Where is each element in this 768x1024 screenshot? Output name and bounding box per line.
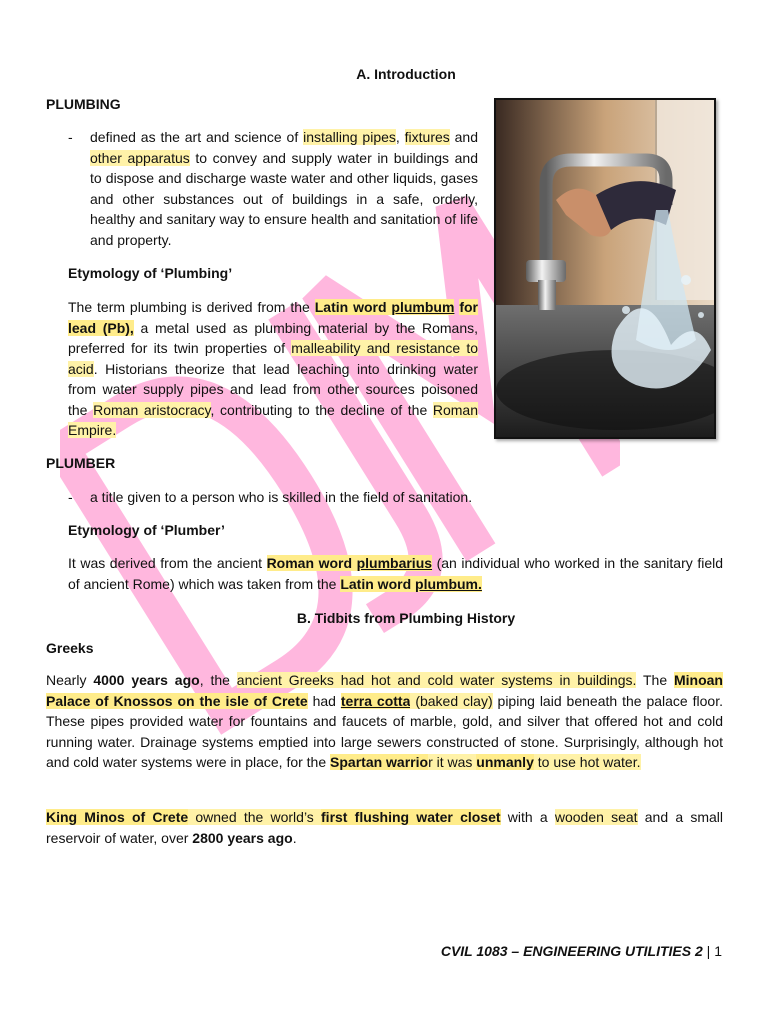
plumbing-heading: PLUMBING <box>46 96 121 112</box>
faucet-photo <box>494 98 716 439</box>
page-number: 1 <box>714 943 722 959</box>
plumbing-definition: - defined as the art and science of installing pipes, fixtures and other apparatus to convey and supply water in buildings and to dispose and discharge waste water and other liquids, gases and other substances out of buildings in a safe, orderly, healthy and sanitary way to ensure health and sanitation of life and property. <box>68 129 479 248</box>
page-footer <box>441 943 722 959</box>
etymology-plumber-text: It was derived from the ancient Roman word plumbarius (an individual who worked in the sanitary field of ancient Rome) which was taken from the Latin word plumbum. <box>68 555 723 592</box>
footer-course: CVIL 1083 – ENGINEERING UTILITIES 2 <box>440 943 703 959</box>
plumber-definition: - a title given to a person who is skilled in the field of sanitation. <box>68 487 728 508</box>
greeks-paragraph-1: Nearly 4000 years ago, the ancient Greeks had hot and cold water systems in buildings. The Minoan Palace of Knossos on the isle of Crete had terra cotta (baked clay) piping laid beneath the palace floor. These pipes provided water for fountains and faucets of marble, gold, and silver that offered hot and cold running water. Drainage systems emptied into large sewers constructed of stone. Surprisingly, although hot and cold water systems were in place, for the Spartan warrior it was unmanly to use hot water. <box>46 672 723 770</box>
section-a-title: A. Introduction <box>356 66 456 82</box>
bullet-dash: - <box>68 489 73 505</box>
etymology-plumber-heading: Etymology of ‘Plumber’ <box>68 522 225 538</box>
section-b-title: B. Tidbits from Plumbing History <box>296 610 516 626</box>
plumber-heading: PLUMBER <box>46 455 116 471</box>
bullet-dash: - <box>68 129 73 145</box>
etymology-plumbing-heading: Etymology of ‘Plumbing’ <box>68 265 233 281</box>
etymology-plumbing-text: The term plumbing is derived from the Latin word plumbum for lead (Pb), a metal used as plumbing material by the Romans, preferred for its twin properties of malleability and resistance to acid. Historians theorize that lead leaching into drinking water from water supply pipes and lead from other sources poisoned the Roman aristocracy, contributing to the decline of the Roman Empire. <box>68 299 479 438</box>
footer-separator: | <box>702 943 715 959</box>
greeks-paragraph-2: King Minos of Crete owned the world’s first flushing water closet with a wooden seat and a small reservoir of water, over 2800 years ago. <box>46 809 723 846</box>
greeks-heading: Greeks <box>46 640 94 656</box>
